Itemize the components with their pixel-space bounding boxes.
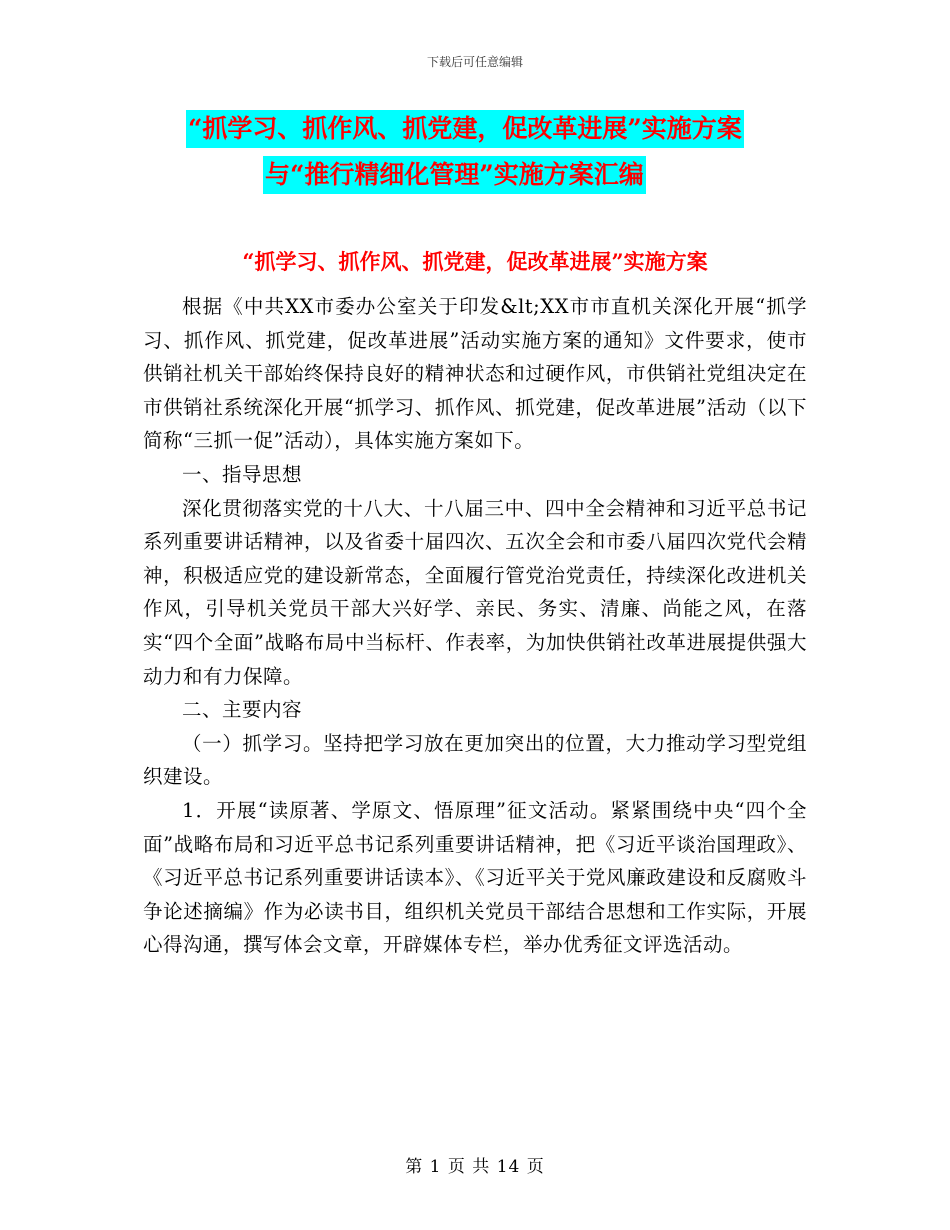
- section-heading: 一、指导思想: [182, 462, 303, 486]
- page-header-note: 下载后可任意编辑: [426, 55, 523, 69]
- title-line-1: “抓学习、抓作风、抓党建，促改革进展”实施方案: [186, 110, 744, 148]
- title-line-2: 与“推行精细化管理”实施方案汇编: [263, 156, 646, 194]
- body-paragraph: （一）抓学习。坚持把学习放在更加突出的位置，大力推动学习型党组织建设。: [143, 731, 807, 789]
- body-paragraph: 根据《中共XX市委办公室关于印发&lt;XX市市直机关深化开展“抓学习、抓作风、抓党建，促改革进展”活动实施方案的通知》文件要求，使市供销社机关干部始终保持良好的精神状态和过硬作风，市供销社党组决定在市供销社系统深化开展“抓学习、抓作风、抓党建，促改革进展”活动（以下简称“三抓一促”活动），具体实施方案如下。: [143, 295, 807, 453]
- body-paragraph: 1．开展“读原著、学原文、悟原理”征文活动。紧紧围绕中央“四个全面”战略布局和习近平总书记系列重要讲话精神，把《习近平谈治国理政》、《习近平总书记系列重要讲话读本》、《习近平关于党风廉政建设和反腐败斗争论述摘编》作为必读书目，组织机关党员干部结合思想和工作实际，开展心得沟通，撰写体会文章，开辟媒体专栏，举办优秀征文评选活动。: [143, 798, 807, 957]
- section-heading: 二、主要内容: [182, 698, 303, 722]
- document-body: [143, 290, 807, 962]
- page-number: 第 1 页 共 14 页: [405, 1157, 545, 1177]
- body-paragraph: 深化贯彻落实党的十八大、十八届三中、四中全会精神和习近平总书记系列重要讲话精神，以及省委十届四次、五次全会和市委八届四次党代会精神，积极适应党的建设新常态，全面履行管党治党责任，持续深化改进机关作风，引导机关党员干部大兴好学、亲民、务实、清廉、尚能之风，在落实“四个全面”战略布局中当标杆、作表率，为加快供销社改革进展提供强大动力和有力保障。: [143, 496, 807, 688]
- section-title: “抓学习、抓作风、抓党建，促改革进展”实施方案: [242, 249, 708, 274]
- document-title: [0, 110, 950, 194]
